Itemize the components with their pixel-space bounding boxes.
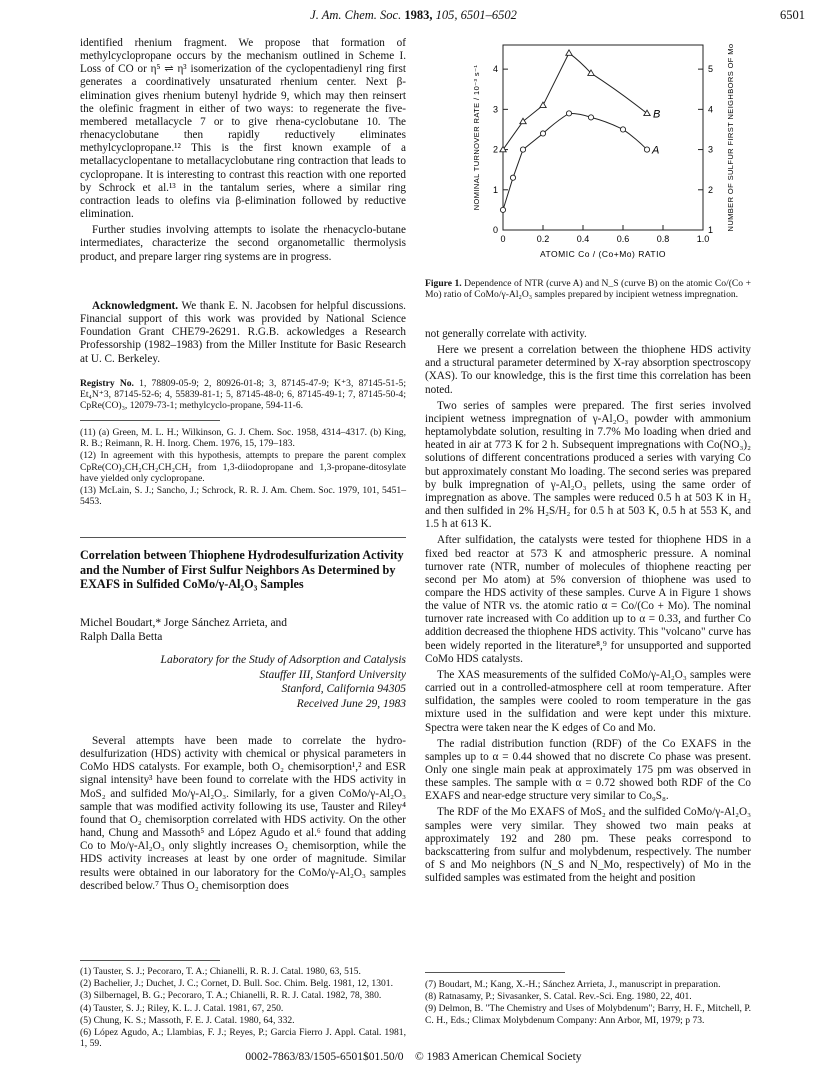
copyright: © 1983 American Chemical Society	[415, 1051, 582, 1063]
paragraph: The RDF of the Mo EXAFS of MoS₂ and the sulfided CoMo/γ-Al₂O₃ samples were very similar. They showed two main peaks at approximately 192 and 280 pm. These peaks correspond to backscattering from sulfur and molybdenum, respectively. The number of S and Mo neighbors (N_S and N_Mo, respectively) of Mo in the sulfided samples was estimated from the height and position	[425, 806, 751, 885]
right-column-text	[425, 328, 751, 888]
article-separator	[80, 537, 406, 538]
page-number: 6501	[780, 8, 805, 22]
authors-line: Ralph Dalla Betta	[80, 630, 163, 643]
paragraph: Several attempts have been made to correlate the hydro-desulfurization (HDS) activity with chemical or physical parameters in CoMo HDS catalysts. For example, both O₂ chemisorption¹,² and ESR signal intensity³ have been found to correlate with the HDS activity in MoS₂ and sulfided Mo/γ-Al₂O₃. Similarly, for a given CoMo/γ-Al₂O₃ sample that was modified activity following its use, Tauster and Riley⁴ found that O₂ chemisorption correlated with HDS activity. On the other hand, Chung and Massoth⁵ and López Agudo et al.⁶ found that adding Co to Mo/γ-Al₂O₃ only slightly increases O₂ chemisorption, while the HDS activity increases at least by one order of magnitude. Similar results were obtained in our laboratory for the CoMo/γ-Al₂O₃ samples described below.⁷ Thus O₂ chemisorption does	[80, 735, 406, 892]
footnote: (1) Tauster, S. J.; Pecoraro, T. A.; Chianelli, R. R. J. Catal. 1980, 63, 515.	[80, 966, 361, 977]
figure-1-chart	[455, 35, 755, 275]
paragraph: Here we present a correlation between the thiophene HDS activity and a structural parameter determined by X-ray absorption spectroscopy (XAS). To our knowledge, this is the first time this correlation has been noted.	[425, 344, 751, 396]
footnote: (2) Bachelier, J.; Duchet, J. C.; Cornet, D. Bull. Soc. Chim. Belg. 1981, 12, 1301.	[80, 978, 393, 990]
left-footnotes-top	[80, 427, 406, 508]
journal-year: 1983,	[404, 8, 433, 22]
y2-tick-label: 1	[708, 225, 714, 235]
caption-text: Dependence of NTR (curve A) and N_S (curve B) on the atomic Co/(Co + Mo) ratio of CoMo/γ-Al₂O₃ samples prepared by incipient wetness impregnation.	[425, 278, 751, 301]
curve-a-label: A	[652, 144, 660, 157]
x-tick-label: 0.6	[616, 234, 630, 244]
footnote-rule	[425, 972, 565, 973]
paragraph: not generally correlate with activity.	[425, 328, 587, 340]
x-tick-label: 0	[500, 234, 506, 244]
y2-tick-label: 5	[708, 64, 714, 75]
footnote: (5) Chung, K. S.; Massoth, F. E. J. Catal. 1980, 64, 332.	[80, 1014, 295, 1026]
series-a-point	[500, 207, 505, 212]
introduction	[80, 735, 406, 896]
journal-name: J. Am. Chem. Soc.	[310, 8, 402, 22]
right-footnotes	[425, 979, 751, 1027]
article-title: Correlation between Thiophene Hydrodesulfurization Activity and the Number of First Sulfur Neighbors As Determined by EXAFS in Sulfided CoMo/γ-Al₂O₃ Samples	[80, 548, 404, 591]
paragraph: Further studies involving attempts to isolate the rhenacyclo-butane intermediates, characterize the second organometallic thermolysis product, and prepare larger ring systems are in progress.	[80, 224, 406, 263]
left-column-text	[80, 37, 406, 267]
footnote: (13) McLain, S. J.; Sancho, J.; Schrock, R. R. J. Am. Chem. Soc. 1979, 101, 5451–5453.	[80, 485, 406, 508]
footnote: (6) López Agudo, A.; Llambias, F. J.; Reyes, P.; Garcia Fierro J. Appl. Catal. 1981, 1, 59.	[80, 1027, 406, 1050]
footnote: (12) In agreement with this hypothesis, attempts to prepare the parent complex CpRe(CO)₂CH₂CH₂CH₂CH₂ from 1,3-diiodopropane and 1,3-propane-ditosylate have yielded only cyclopropane.	[80, 450, 406, 484]
series-b-line	[503, 53, 647, 150]
footnote: (7) Boudart, M.; Kang, X.-H.; Sánchez Arrieta, J., manuscript in preparation.	[425, 979, 721, 990]
x-tick-label: 0.4	[576, 234, 590, 244]
x-tick-label: 1.0	[696, 234, 710, 244]
series-a-point	[644, 147, 649, 152]
y-axis-label: NOMINAL TURNOVER RATE / 10⁻³ s⁻¹	[472, 64, 481, 211]
curve-b-label: B	[653, 108, 661, 121]
series-a-point	[566, 111, 571, 116]
y-tick-label: 4	[492, 64, 498, 75]
paragraph: Two series of samples were prepared. The first series involved incipient wetness impregnation of γ-Al₂O₃ powder with ammonium heptamolybdate solution, resulting in 7.7% Mo loading when dried and heated in air at 773 K for 2 h. Subsequent impregnations with Co(NO₃)₂ solutions of different concentrations produced a series with varying Co but approximately constant Mo loading. The second series was prepared by bulk impregnation of γ-Al₂O₃ pellets, using the same order of impregnation as above. The samples were reduced 0.5 h at 503 K in H₂ and then sulfided in 2% H₂S/H₂ for 0.5 h at 503 K, 0.5 h at 553 K, and 1.5 h at 613 K.	[425, 399, 751, 531]
registry-text: 1, 78809-05-9; 2, 80926-01-8; 3, 87145-47-9; K⁺3, 87145-51-5; Et₄N⁺3, 87145-52-6; 4, 55839-81-1; 5, 87145-48-0; 6, 87145-49-1; 7, 87145-50-4; CpRe(CO)₃, 12079-73-1; methylcyclo-propane, 594-11-6.	[80, 378, 406, 412]
footnote: (11) (a) Green, M. L. H.; Wilkinson, G. J. Chem. Soc. 1958, 4314–4317. (b) King, R. B.; Reimann, R. H. Inorg. Chem. 1976, 15, 179–183.	[80, 427, 406, 450]
affiliation	[80, 653, 406, 711]
affiliation-line: Laboratory for the Study of Adsorption and Catalysis	[160, 654, 406, 666]
received-date: Received June 29, 1983	[296, 697, 406, 710]
y-tick-label: 1	[492, 184, 498, 195]
authors-line: Michel Boudart,* Jorge Sánchez Arrieta, and	[80, 617, 288, 629]
series-a-point	[520, 147, 525, 152]
footnote: (9) Delmon, B. "The Chemistry and Uses of Molybdenum"; Barry, H. F., Mitchell, P. C. H., Eds.; Climax Molybdenum Company: Ann Arbor, MI, 1979; p 73.	[425, 1003, 751, 1026]
x-tick-label: 0.2	[536, 234, 550, 244]
paragraph: After sulfidation, the catalysts were tested for thiophene HDS in a fixed bed reactor at 573 K and atmospheric pressure. A nominal turnover rate (NTR, number of molecules of thiophene reacting per second per Mo atom) at 5% conversion of thiophene was used to compare the HDS activity of these samples. Curve A in Figure 1 shows the value of NTR vs. the atomic ratio α = Co/(Co + Mo). The nominal turnover rate increased with Co addition up to α = 0.33, and further Co addition decreased the thiophene HDS activity. This "volcano" curve has been widely reported in the literature⁸,⁹ for unsupported and supported CoMo HDS catalysts.	[425, 534, 751, 665]
footnote-rule	[80, 960, 220, 961]
footnote: (4) Tauster, S. J.; Riley, K. L. J. Catal. 1981, 67, 250.	[80, 1002, 284, 1014]
paragraph: identified rhenium fragment. We propose that formation of methylcyclopropane occurs by the mechanism outlined in Scheme I. Loss of CO or η⁵ ⇌ η³ isomerization of the cyclopentadienyl ring first generates a coordinatively unsaturated rhenium center. Next β-elimination gives rhenium butenyl hydride 9, which may then reinsert the olefinic fragment in either of two ways: to regenerate the five-membered metallacycle 7 or to give rhena-cyclobutane 10. The rhenacyclobutane then rapidly reductively eliminates methylcyclopropane.¹² This is the first known example of a metallacyclopentane to metallacyclobutane ring contraction that leads to cyclopropane. It is interesting to contrast this reaction with one reported by Schrock et al.¹³ in the tantalum series, where a similar ring contraction leads to olefins via β-elimination followed by reductive elimination.	[80, 37, 406, 221]
authors	[80, 617, 406, 644]
paragraph: The XAS measurements of the sulfided CoMo/γ-Al₂O₃ samples were carried out in a controlled-atmosphere cell at room temperature. After sulfidation, the samples were cooled to room temperature in the gas mixture used in the sulfidation and were kept under this mixture. Spectra were taken near the K edges of Co and Mo.	[425, 668, 751, 734]
chart-marks	[500, 50, 650, 213]
figure-caption	[425, 278, 751, 300]
registry-numbers	[80, 378, 406, 413]
series-a-point	[588, 115, 593, 120]
y2-tick-label: 4	[708, 104, 714, 115]
series-b-point	[540, 102, 546, 107]
series-b-point	[566, 50, 572, 55]
footnote: (8) Ratnasamy, P.; Sivasanker, S. Catal. Rev.-Sci. Eng. 1980, 22, 401.	[425, 991, 692, 1003]
y-tick-label: 3	[492, 104, 498, 115]
registry-label: Registry No.	[80, 378, 134, 389]
x-tick-label: 0.8	[656, 234, 670, 244]
ack-label: Acknowledgment.	[92, 300, 179, 312]
x-axis-label: ATOMIC Co / (Co+Mo) RATIO	[539, 249, 667, 259]
y-tick-label: 0	[492, 225, 498, 235]
ack-text: We thank E. N. Jacobsen for helpful discussions. Financial support of this work was provided by National Science Foundation Grant CHE79-26291. R.G.B. ackowledges a Research Professorship (1982–1983) from the Miller Institute for Basic Research at U. C. Berkeley.	[80, 300, 406, 365]
chart-axes	[472, 44, 735, 260]
affiliation-line: Stanford, California 94305	[281, 683, 406, 695]
plot-frame	[503, 45, 703, 230]
series-a-point	[510, 175, 515, 180]
left-footnotes-bottom	[80, 966, 406, 1050]
caption-label: Figure 1.	[425, 278, 462, 289]
issn-code: 0002-7863/83/1505-6501$01.50/0	[245, 1051, 404, 1063]
footnote: (3) Silbernagel, B. G.; Pecoraro, T. A.; Chianelli, R. R. J. Catal. 1982, 78, 380.	[80, 990, 382, 1002]
y2-tick-label: 3	[708, 144, 714, 155]
paragraph: The radial distribution function (RDF) of the Co EXAFS in the samples up to α = 0.44 showed that no discrete Co phase was present. Only one single main peak at approximately 175 pm was observed in these samples. The sample with α = 0.72 showed both RDF of the Co EXAFS and near-edge structure very similar to Co₉S₈.	[425, 737, 751, 803]
y2-tick-label: 2	[708, 184, 714, 195]
series-a-point	[620, 127, 625, 132]
page-footer	[0, 1051, 827, 1063]
running-header	[0, 8, 827, 23]
series-a-point	[540, 131, 545, 136]
volume-pages: 105, 6501–6502	[435, 8, 517, 22]
affiliation-line: Stauffer III, Stanford University	[259, 668, 406, 681]
y2-axis-label: NUMBER OF SULFUR FIRST NEIGHBORS OF Mo	[726, 43, 735, 232]
acknowledgment	[80, 300, 406, 369]
y-tick-label: 2	[492, 144, 498, 155]
footnote-rule	[80, 420, 220, 421]
